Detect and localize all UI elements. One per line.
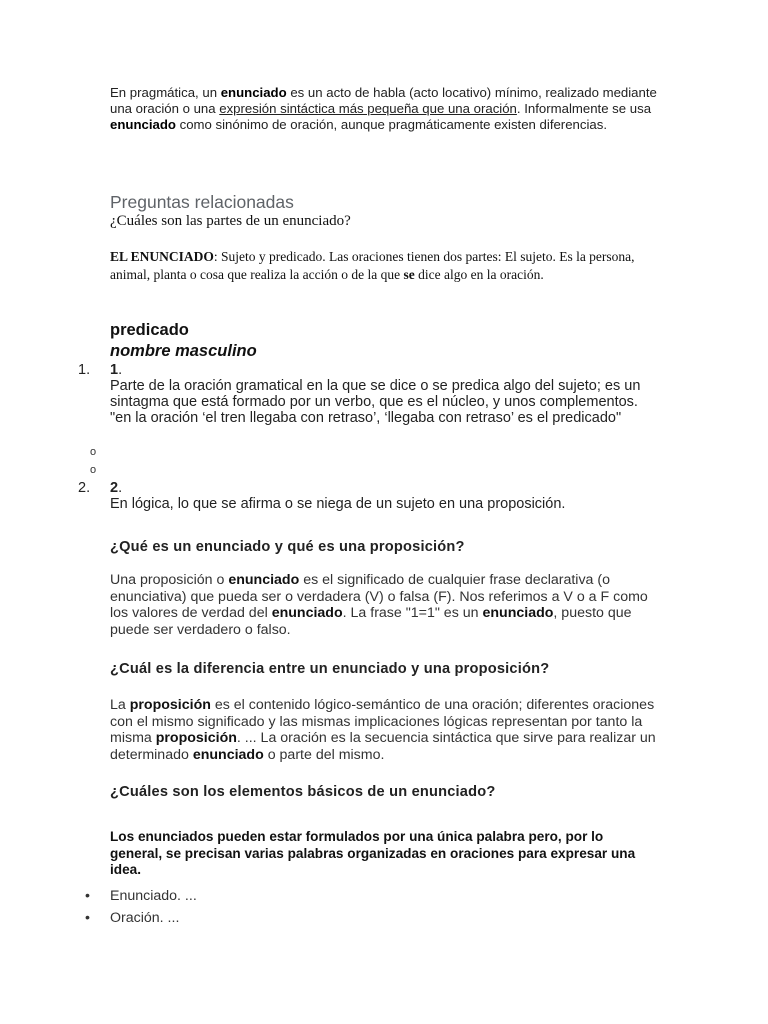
question-heading: ¿Qué es un enunciado y qué es una proposición? <box>110 539 465 555</box>
definition-number: 2. <box>110 480 123 496</box>
answer-paragraph: La proposición es el contenido lógico-semántico de una oración; diferentes oraciones con el mismo significado y las mismas implicaciones lógicas representan por tanto la misma proposición. ... La oración es la secuencia sintáctica que sirve para realizar un determinado enunciado o parte del mismo. <box>110 697 656 763</box>
list-marker: 2. <box>78 480 91 496</box>
related-answer-1: EL ENUNCIADO: Sujeto y predicado. Las oraciones tienen dos partes: El sujeto. Es la persona, animal, planta o cosa que realiza la acción o de la que se dice algo en la oración. <box>110 249 635 282</box>
bold-term: enunciado <box>220 85 287 100</box>
intro-link[interactable]: expresión sintáctica más pequeña que una oración <box>219 101 517 116</box>
related-questions-title: Preguntas relacionadas <box>110 192 294 212</box>
list-marker: 1. <box>78 362 91 378</box>
definition-number: 1. <box>110 362 123 378</box>
definition-text: En lógica, lo que se afirma o se niega de un sujeto en una proposición. <box>110 496 566 512</box>
intro-paragraph: En pragmática, un enunciado es un acto de habla (acto locativo) mínimo, realizado mediante una oración o una expresión sintáctica más pequeña que una oración. Informalmente se usa enunciado como sinónimo de oración, aunque pragmáticamente existen diferencias. <box>110 85 657 132</box>
definition-part-of-speech: nombre masculino <box>110 342 257 360</box>
definition-item-2 <box>110 480 670 512</box>
definition-example: "en la oración ‘el tren llegaba con retraso’, ‘llegaba con retraso’ es el predicado" <box>110 410 622 426</box>
bullet-marker: • <box>85 910 90 926</box>
list-item: • Enunciado. ... <box>85 888 197 904</box>
question-heading: ¿Cuáles son los elementos básicos de un enunciado? <box>110 784 496 800</box>
related-question-1: ¿Cuáles son las partes de un enunciado? <box>110 213 351 229</box>
definition-headword: predicado <box>110 321 189 339</box>
bold-term: enunciado <box>110 117 176 132</box>
definition-text: Parte de la oración gramatical en la que se dice o se predica algo del sujeto; es un sintagma que está formado por un verbo, que es el núcleo, y unos complementos. <box>110 378 641 410</box>
sub-bullet-marker: o <box>90 464 97 476</box>
sub-bullet-marker: o <box>90 446 97 458</box>
question-heading: ¿Cuál es la diferencia entre un enunciado y una proposición? <box>110 661 550 677</box>
answer-paragraph: Una proposición o enunciado es el significado de cualquier frase declarativa (o enunciativa) que pueda ser o verdadera (V) o falsa (F). Nos referimos a V o a F como los valores de verdad del enunciado. La frase "1=1" es un enunciado, puesto que puede ser verdadero o falso. <box>110 572 648 638</box>
definition-item-1 <box>110 362 670 426</box>
answer-bold-paragraph: Los enunciados pueden estar formulados por una única palabra pero, por lo general, se precisan varias palabras organizadas en oraciones para expresar una idea. <box>110 829 636 877</box>
bullet-marker: • <box>85 888 90 904</box>
list-item: • Oración. ... <box>85 910 180 926</box>
